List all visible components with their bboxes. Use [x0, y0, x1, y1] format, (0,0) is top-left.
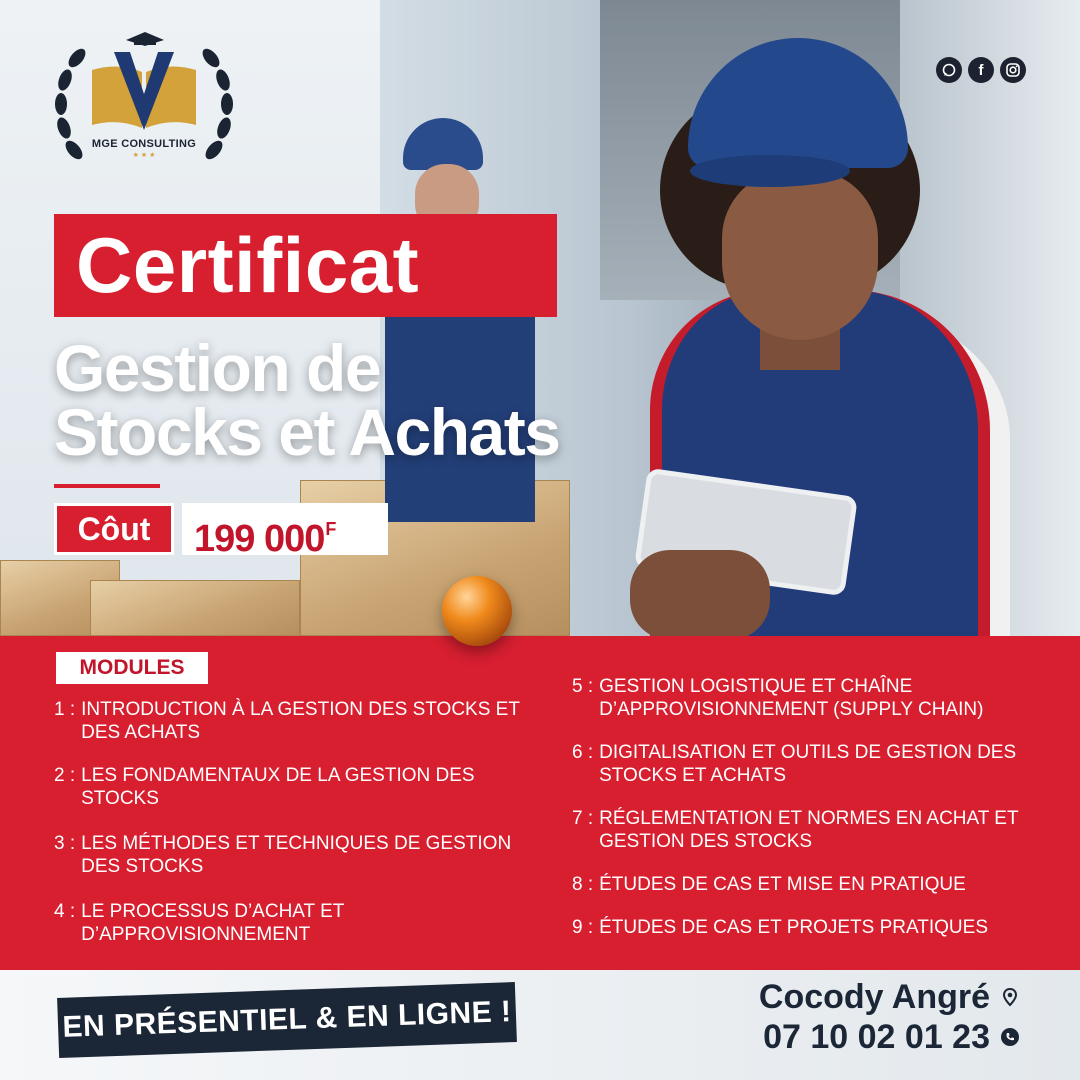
modules-heading: MODULES — [56, 652, 208, 684]
whatsapp-icon[interactable] — [936, 57, 962, 83]
brand-logo — [52, 30, 236, 186]
course-title-line-2: Stocks et Achats — [54, 395, 560, 469]
module-item: 2 : LES FONDAMENTAUX DE LA GESTION DES STOCKS — [54, 765, 475, 809]
cost-label: Côut — [54, 503, 174, 555]
location-text: Cocody Angré — [758, 978, 990, 1016]
course-title — [54, 331, 560, 469]
title-divider — [54, 484, 160, 488]
course-title-line-1: Gestion de — [54, 331, 381, 405]
cost-value — [182, 503, 388, 560]
price-currency: F — [325, 519, 336, 539]
orange-orb-decoration — [442, 576, 512, 646]
module-item: 6 : DIGITALISATION ET OUTILS DE GESTION DES STOCKS ET ACHATS — [572, 742, 1017, 786]
laurel-wreath-icon — [52, 30, 236, 186]
price-amount: 199 000 — [194, 518, 325, 560]
module-item: 8 : ÉTUDES DE CAS ET MISE EN PRATIQUE — [572, 874, 966, 895]
brand-name: MGE CONSULTING — [91, 138, 197, 150]
module-item: 5 : GESTION LOGISTIQUE ET CHAÎNE D’APPROVISIONNEMENT (SUPPLY CHAIN) — [572, 676, 984, 720]
module-item: 7 : RÉGLEMENTATION ET NORMES EN ACHAT ET GESTION DES STOCKS — [572, 808, 1019, 852]
location-pin-icon — [1000, 987, 1020, 1007]
module-item: 4 : LE PROCESSUS D’ACHAT ET D’APPROVISIONNEMENT — [54, 901, 345, 945]
facebook-icon[interactable]: f — [968, 57, 994, 83]
modules-list-right — [572, 675, 1052, 959]
module-item: 1 : INTRODUCTION À LA GESTION DES STOCKS ET DES ACHATS — [54, 699, 520, 743]
instagram-icon[interactable] — [1000, 57, 1026, 83]
certificate-badge: Certificat — [54, 214, 557, 317]
woman-with-tablet — [630, 20, 1030, 636]
contact-block — [759, 977, 1020, 1057]
phone-icon — [1000, 1027, 1020, 1047]
phone-number[interactable]: 07 10 02 01 23 — [763, 1018, 990, 1056]
modules-list-left — [54, 698, 534, 968]
brand-stars: ★ ★ ★ — [132, 152, 156, 159]
social-links — [936, 57, 1026, 83]
module-item: 3 : LES MÉTHODES ET TECHNIQUES DE GESTION DES STOCKS — [54, 833, 512, 877]
delivery-mode-badge: EN PRÉSENTIEL & EN LIGNE ! — [57, 982, 517, 1058]
module-item: 9 : ÉTUDES DE CAS ET PROJETS PRATIQUES — [572, 917, 988, 938]
